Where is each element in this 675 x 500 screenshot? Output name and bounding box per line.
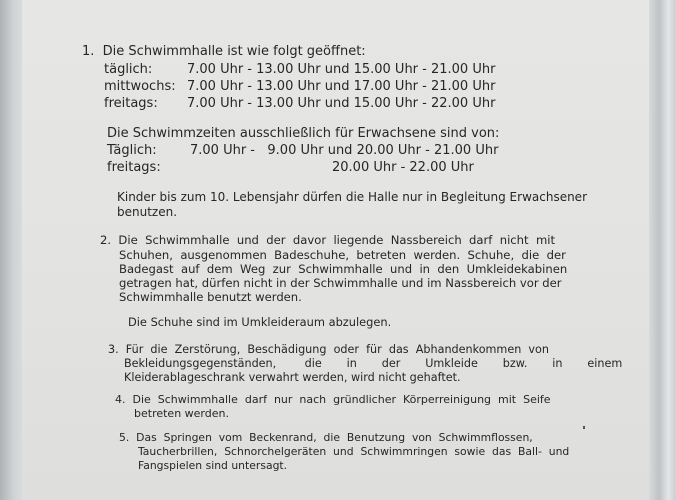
item-2-line-5: Schwimmhalle benutzt werden. — [119, 290, 302, 304]
adult-friday-times: 20.00 Uhr - 22.00 Uhr — [332, 160, 474, 175]
item-2-line-4: getragen hat, dürfen nicht in der Schwimmhalle und im Nassbereich vor der — [119, 276, 562, 290]
wednesday-times: 7.00 Uhr - 13.00 Uhr und 17.00 Uhr - 21.00 Uhr — [187, 79, 496, 94]
item-5-line-3: Fangspielen sind untersagt. — [138, 459, 288, 472]
kids-note-line-1: Kinder bis zum 10. Lebensjahr dürfen die Halle nur in Begleitung Erwachsener — [117, 190, 587, 204]
kids-note-line-2: benutzen. — [117, 205, 178, 219]
adult-daily-times: 7.00 Uhr - 9.00 Uhr und 20.00 Uhr - 21.00 Uhr — [190, 143, 499, 158]
adult-heading: Die Schwimmzeiten ausschließlich für Erwachsene sind von: — [107, 126, 500, 141]
left-frame-edge — [0, 0, 22, 500]
friday-times: 7.00 Uhr - 13.00 Uhr und 15.00 Uhr - 22.00 Uhr — [187, 96, 496, 111]
item-4-line-1: 4. Die Schwimmhalle darf nur nach gründlicher Körperreinigung mit Seife — [115, 393, 551, 406]
item-1-heading: 1. Die Schwimmhalle ist wie folgt geöffnet: — [82, 44, 366, 59]
wednesday-label: mittwochs: — [104, 79, 176, 94]
item-5-line-1: 5. Das Springen vom Beckenrand, die Benutzung von Schwimmflossen, — [119, 431, 533, 444]
item-3-line-2: Bekleidungsgegenständen, die in der Umkleide bzw. in einem — [124, 357, 623, 370]
item-5-line-2: Taucherbrillen, Schnorchelgeräten und Schwimmringen sowie das Ball- und — [138, 445, 570, 458]
shoes-note: Die Schuhe sind im Umkleideraum abzulegen. — [128, 315, 392, 329]
item-2-line-3: Badegast auf dem Weg zur Schwimmhalle und in den Umkleidekabinen — [119, 262, 568, 276]
item-3-line-1: 3. Für die Zerstörung, Beschädigung oder für das Abhandenkommen von — [108, 343, 549, 356]
friday-label: freitags: — [104, 96, 158, 111]
item-4-line-2: betreten werden. — [134, 407, 229, 420]
item-3-line-3: Kleiderablageschrank verwahrt werden, wird nicht gehaftet. — [124, 371, 461, 384]
adult-daily-label: Täglich: — [107, 143, 157, 158]
item-2-line-2: Schuhen, ausgenommen Badeschuhe, betreten werden. Schuhe, die der — [119, 248, 566, 262]
daily-times: 7.00 Uhr - 13.00 Uhr und 15.00 Uhr - 21.00 Uhr — [187, 62, 496, 77]
daily-label: täglich: — [104, 62, 153, 77]
adult-friday-label: freitags: — [107, 160, 161, 175]
rules-sheet — [22, 0, 649, 500]
right-frame-edge — [649, 0, 675, 500]
item-2-line-1: 2. Die Schwimmhalle und der davor liegende Nassbereich darf nicht mit — [100, 233, 556, 247]
dust-speck — [583, 426, 585, 429]
